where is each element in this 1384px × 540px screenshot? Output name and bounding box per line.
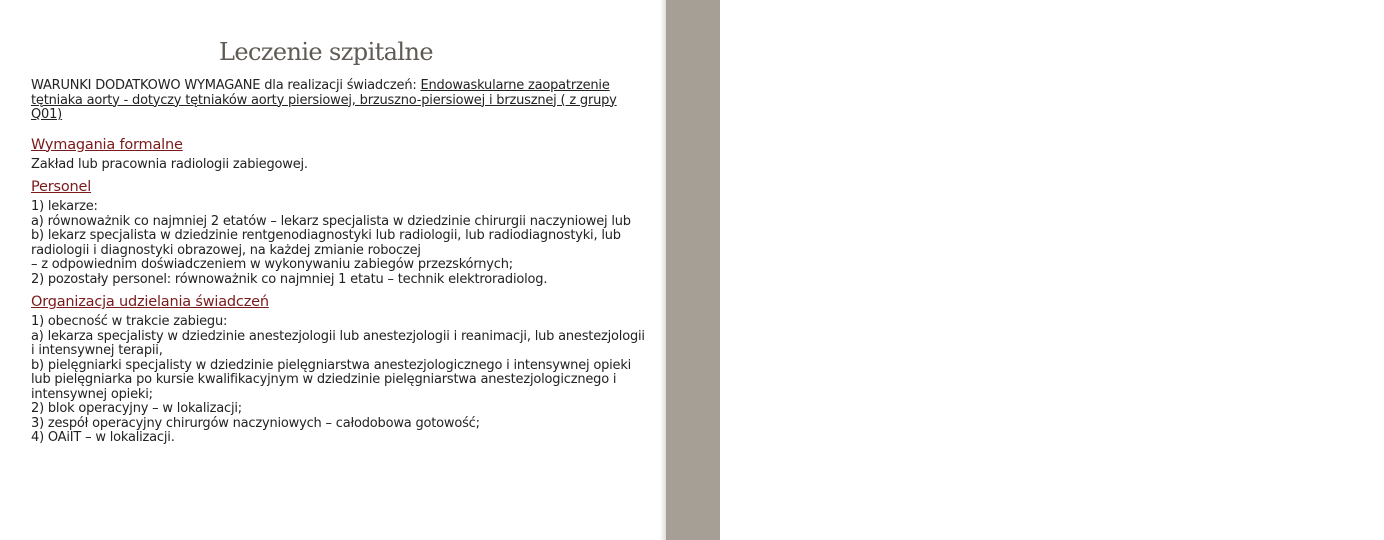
personel-line-2: a) równoważnik co najmniej 2 etatów – lekarz specjalista w dziedzinie chirurgii naczyniowej lub <box>31 213 631 229</box>
slide-title: Leczenie szpitalne <box>219 38 433 66</box>
page-number: 20 <box>1350 452 1368 467</box>
intro-paragraph <box>31 79 647 123</box>
organizacja-line-2: a) lekarza specjalisty w dziedzinie anestezjologii lub anestezjologii i reanimacji, lub anestezjologii i intensywnej terapii, <box>31 328 645 358</box>
organizacja-line-5: 3) zespół operacyjny chirurgów naczyniowych – całodobowa gotowość; <box>31 415 480 431</box>
heading-organizacja: Organizacja udzielania świadczeń <box>31 294 269 310</box>
organizacja-line-1: 1) obecność w trakcie zabiegu: <box>31 314 228 329</box>
intro-underlined: Endowaskularne zaopatrzenie tętniaka aorty - dotyczy tętniaków aorty piersiowej, brzuszno-piersiowej i brzusznej ( z grupy Q01) <box>31 78 617 122</box>
personel-line-4: – z odpowiednim doświadczeniem w wykonywaniu zabiegów przezskórnych; <box>31 257 513 272</box>
organizacja-line-6: 4) OAiIT – w lokalizacji. <box>31 430 175 445</box>
formal-line-1: Zakład lub pracownia radiologii zabiegowej. <box>31 156 308 172</box>
heading-formal: Wymagania formalne <box>31 136 183 153</box>
right-bracket-icon <box>1372 440 1382 482</box>
intro-prefix: WARUNKI DODATKOWO WYMAGANE dla realizacji świadczeń: <box>31 78 421 93</box>
organizacja-line-4: 2) blok operacyjny – w lokalizacji; <box>31 401 242 416</box>
personel-line-1: 1) lekarze: <box>31 199 98 214</box>
slide-content <box>31 79 647 446</box>
left-bracket-icon <box>1336 440 1346 482</box>
heading-personel: Personel <box>31 179 92 195</box>
personel-line-5: 2) pozostały personel: równoważnik co najmniej 1 etatu – technik elektroradiolog. <box>31 271 548 287</box>
organizacja-line-3: b) pielęgniarki specjalisty w dziedzinie pielęgniarstwa anestezjologicznego i intensywnej opieki lub pielęgniarka po kursie kwalifikacyjnym w dziedzinie pielęgniarstwa anestezjologicznego i intensywnej opieki; <box>31 357 632 402</box>
page-number-badge <box>1334 440 1384 480</box>
side-panel <box>666 0 1368 540</box>
personel-line-3: b) lekarz specjalista w dziedzinie rentgenodiagnostyki lub radiologii, lub radiodiagnostyki, lub radiologii i diagnostyki obrazowej, na każdej zmianie roboczej <box>31 228 621 258</box>
